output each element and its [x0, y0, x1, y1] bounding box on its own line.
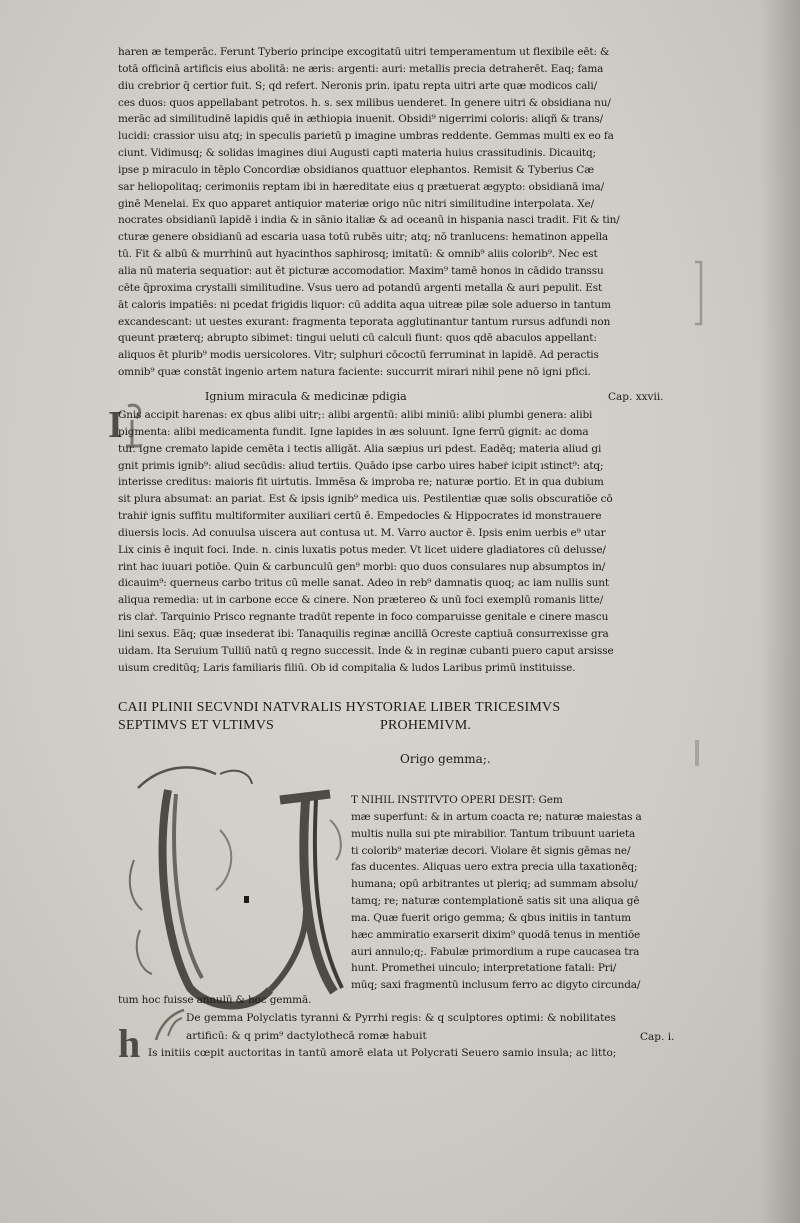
book-37-text-line: humana; opū arbitrantes ut pleriq; ad summam absolu/ [351, 878, 638, 891]
chapter-1-cap: Cap. i. [640, 1031, 675, 1043]
margin-mark [695, 740, 699, 766]
book-37-text-line: tamq; re; naturæ contemplationē satis sit una aliqua gē [351, 895, 640, 908]
section-1-text [118, 44, 694, 381]
book-37-text [351, 792, 696, 994]
chapter-27-text-line: Gnis accipit harenas: ex qbus alibi uitr;: alibi argentū: alibi miniū: alibi plumbi genera: alibi [118, 409, 593, 421]
chapter-27-text [118, 407, 694, 677]
chapter-27-initial: I [108, 404, 123, 446]
chapter-27-cap: Cap. xxvii. [608, 391, 664, 403]
book-37-text-line: fas ducentes. Aliquas uero extra precia ulla taxationēq; [351, 861, 638, 874]
section-1-text-line: āt caloris impatiēs: ni pcedat frigidis liquor: cū addita aqua uitreæ pilæ sole aduerso in tantum [118, 298, 611, 311]
section-1-text-line: excandescant: ut uestes exurant: fragmenta teporata agglutinantur tantum rursus adfundi non [118, 315, 611, 328]
section-1-text-line: tū. Fit & albū & murrhinū aut hyacinthos saphirosq; imitatū: & omnib⁹ aliis colorib⁹. Nec est [118, 248, 598, 261]
book-37-last-line: tum hoc fuisse annulū & hoc gemmā. [118, 994, 312, 1006]
section-1-text-line: alia nū materia sequatior: aut ēt picturæ accomodatior. Maxim⁹ tamē honos in cādido transsu [118, 264, 604, 277]
section-1-text-line: queunt præterq; abrupto sibimet: tingui ueluti cū calculi fiunt: quos qdē abaculos appellant: [118, 332, 597, 345]
chapter-27-text-line: lini sexus. Eāq; quæ insederat ibi: Tanaquilis reginæ ancillā Ocreste captiuā consurrexisse gra [118, 627, 609, 640]
origo-gemmarum-subtitle: Origo gemma;. [400, 752, 491, 766]
section-1-text-line: ciunt. Vidimusq; & solidas imagines diui Augusti capti materia huius crassitudinis. Dicauitq; [118, 147, 596, 160]
chapter-27-text-line: Lix cinis ē inquit foci. Inde. n. cinis luxatis potus meder. Vt licet uidere gladiatores cū delusse/ [118, 543, 606, 556]
chapter-1-first-line: Is initiis cœpit auctoritas in tantū amorē elata ut Polycrati Seuero samio insula; ac litto; [148, 1047, 617, 1059]
page-edge-shadow [760, 0, 800, 1223]
section-1-text-line: sar heliopolitaq; cerimoniis reptam ibi in hæreditate eius q prætuerat ægypto: obsidianā ima/ [118, 180, 605, 193]
book-37-text-line: T NIHIL INSTITVTO OPERI DESIT: Gem [351, 794, 563, 806]
chapter-27-text-line: uidam. Ita Seruium Tulliū natū q regno successit. Inde & in reginæ cubanti puero caput arsisse [118, 644, 614, 657]
section-1-text-line: ces duos: quos appellabant petrotos. h. s. sex milibus uenderet. In genere uitri & obsidiana nu/ [118, 96, 611, 109]
chapter-27-title: Ignium miracula & medicinæ pdigia [205, 390, 407, 403]
book-37-text-line: ma. Quæ fuerit origo gemma; & qbus initiis in tantum [351, 911, 631, 924]
section-1-text-line: haren æ temperāc. Ferunt Tyberio principe excogitatū uitri temperamentum ut flexibile eēt: & [118, 46, 610, 58]
chapter-27-text-line: dicauim⁹: querneus carbo tritus cū melle sanat. Adeo in reb⁹ damnatis quoq; ac iam nullis sunt [118, 577, 609, 590]
section-1-text-line: omnib⁹ quæ constāt ingenio artem natura faciente: succurrit mirari nihil pene nō igni pfici. [118, 366, 591, 379]
section-1-text-line: lucidi: crassior uisu atq; in speculis parietū p imagine umbras reddente. Gemmas multi ex eo fa [118, 130, 614, 143]
initial-h-flourish-icon [150, 1006, 190, 1046]
chapter-1-title-line1: De gemma Polyclatis tyranni & Pyrrhi regis: & q sculptores optimi: & nobilitates [186, 1012, 616, 1024]
chapter-27-text-line: tur. Igne cremato lapide cemēta i tectis alligāt. Alia sæpius uri pdest. Eadēq; materia aliud gi [118, 442, 602, 455]
section-1-text-line: aliquos ēt plurib⁹ modis uersicolores. Vitr; sulphuri cōcoctū ferruminat in lapidē. Ad peractis [118, 349, 599, 362]
book-37-text-line: mæ superfunt: & in artum coacta re; naturæ maiestas a [351, 810, 642, 823]
section-1-text-line: ipse p miraculo in tēplo Concordiæ obsidianos quattuor elephantos. Remisit & Tyberius Cæ [118, 163, 594, 176]
chapter-27-text-line: trahiṙ ignis suffitu multiformiter auxiliari certū ē. Empedocles & Hippocrates id monstrauere [118, 510, 602, 523]
section-1-text-line: merāc ad similitudinē lapidis quē in æthiopia inuenit. Obsidi⁹ nigerrimi coloris: aliqñ & trans/ [118, 113, 604, 126]
chapter-27-text-line: diuersis locis. Ad conuulsa uiscera aut contusa ut. M. Varro auctor ē. Ipsis enim uerbis e⁹ utar [118, 526, 606, 539]
chapter-27-text-line: ris claṙ. Tarquinio Prisco regnante tradūt repente in foco comparuisse genitale e cinere mascu [118, 611, 609, 624]
chapter-27-text-line: gnit primis ignib⁹: aliud secūdis: aliud tertiis. Quādo ipse carbo uires habeṙ icipit ıstinct⁹: atq; [118, 459, 604, 472]
chapter-27-text-line: pigmenta: alibi medicamenta fundit. Igne lapides in æs soluunt. Igne ferrū gignit: ac doma [118, 425, 589, 438]
book-37-text-line: mūq; saxi fragmentū inclusum ferro ac digyto circunda/ [351, 979, 641, 992]
book-37-text-line: auri annulo;q;. Fabulæ primordium a rupe caucasea tra [351, 945, 640, 958]
illuminated-initial-v [120, 760, 360, 1020]
section-1-text-line: cturæ genere obsidianū ad escaria uasa totū rubēs uitr; atq; nō tranlucens: hematinon appella [118, 231, 609, 244]
chapter-27-text-line: rint hac iuuari potiōe. Quin & carbunculū gen⁹ morbi: quo duos consulares nup absumptos in/ [118, 560, 606, 573]
book-heading-sub: SEPTIMVS ET VLTIMVS [118, 718, 275, 733]
book-37-text-line: hunt. Promethei uinculo; interpretatione fatali: Pri/ [351, 962, 617, 975]
book-37-text-line: ti colorib⁹ materiæ decori. Violare ēt signis gēmas ne/ [351, 844, 631, 857]
chapter-27-text-line: uisum creditūq; Laris familiaris filiū. Ob id compitalia & ludos Laribus primū instituisse. [118, 661, 576, 674]
prohemium-heading: PROHEMIVM. [380, 718, 472, 733]
section-1-text-line: diu crebrior q̄ certior fuit. S; qd refert. Neronis prin. ipatu repta uitri arte quæ modicos cali/ [118, 79, 597, 92]
section-1-text-line: nocrates obsidianū lapidē i india & in sānio italiæ & ad oceanū in hispania nasci tradit. Fit & tin/ [118, 214, 620, 227]
chapter-1-title-line2: artificū: & q prim⁹ dactylothecā romæ habuit [186, 1030, 427, 1042]
book-heading: CAII PLINII SECVNDI NATVRALIS HYSTORIAE LIBER TRICESIMVS [118, 700, 561, 715]
chapter-1-initial: h [118, 1021, 141, 1066]
section-1-text-line: totā officinā artificis eius abolitā: ne æris: argenti: auri: metallis precia detraherēt. Eaq; fama [118, 62, 604, 75]
book-37-text-line: multis nulla sui pte mirabilior. Tantum tribuunt uarieta [351, 827, 636, 840]
margin-bracket-icon [691, 258, 711, 328]
book-37-text-line: hæc ammiratio exarserit dixim⁹ quodā tenus in mentiōe [351, 928, 641, 941]
chapter-27-text-line: aliqua remedia: ut in carbone ecce & cinere. Non prætereo & unū foci exemplū romanis litte/ [118, 594, 604, 607]
chapter-27-text-line: interisse creditus: maioris fit uirtutis. Immēsa & improba re; naturæ portio. Et in qua dubium [118, 476, 604, 489]
chapter-27-text-line: sit plura absumat: an pariat. Est & ipsis ignib⁹ medica uis. Pestilentiæ quæ solis obscuratiōe cō [118, 493, 613, 506]
section-1-text-line: ginē Menelai. Ex quo apparet antiquior materiæ origo nūc nitri similitudine interpolata. Xe/ [118, 197, 595, 210]
section-1-text-line: cēte q̄proxima crystalli similitudine. Vsus uero ad potandū argenti metalla & auri pepulit. Est [118, 281, 603, 294]
